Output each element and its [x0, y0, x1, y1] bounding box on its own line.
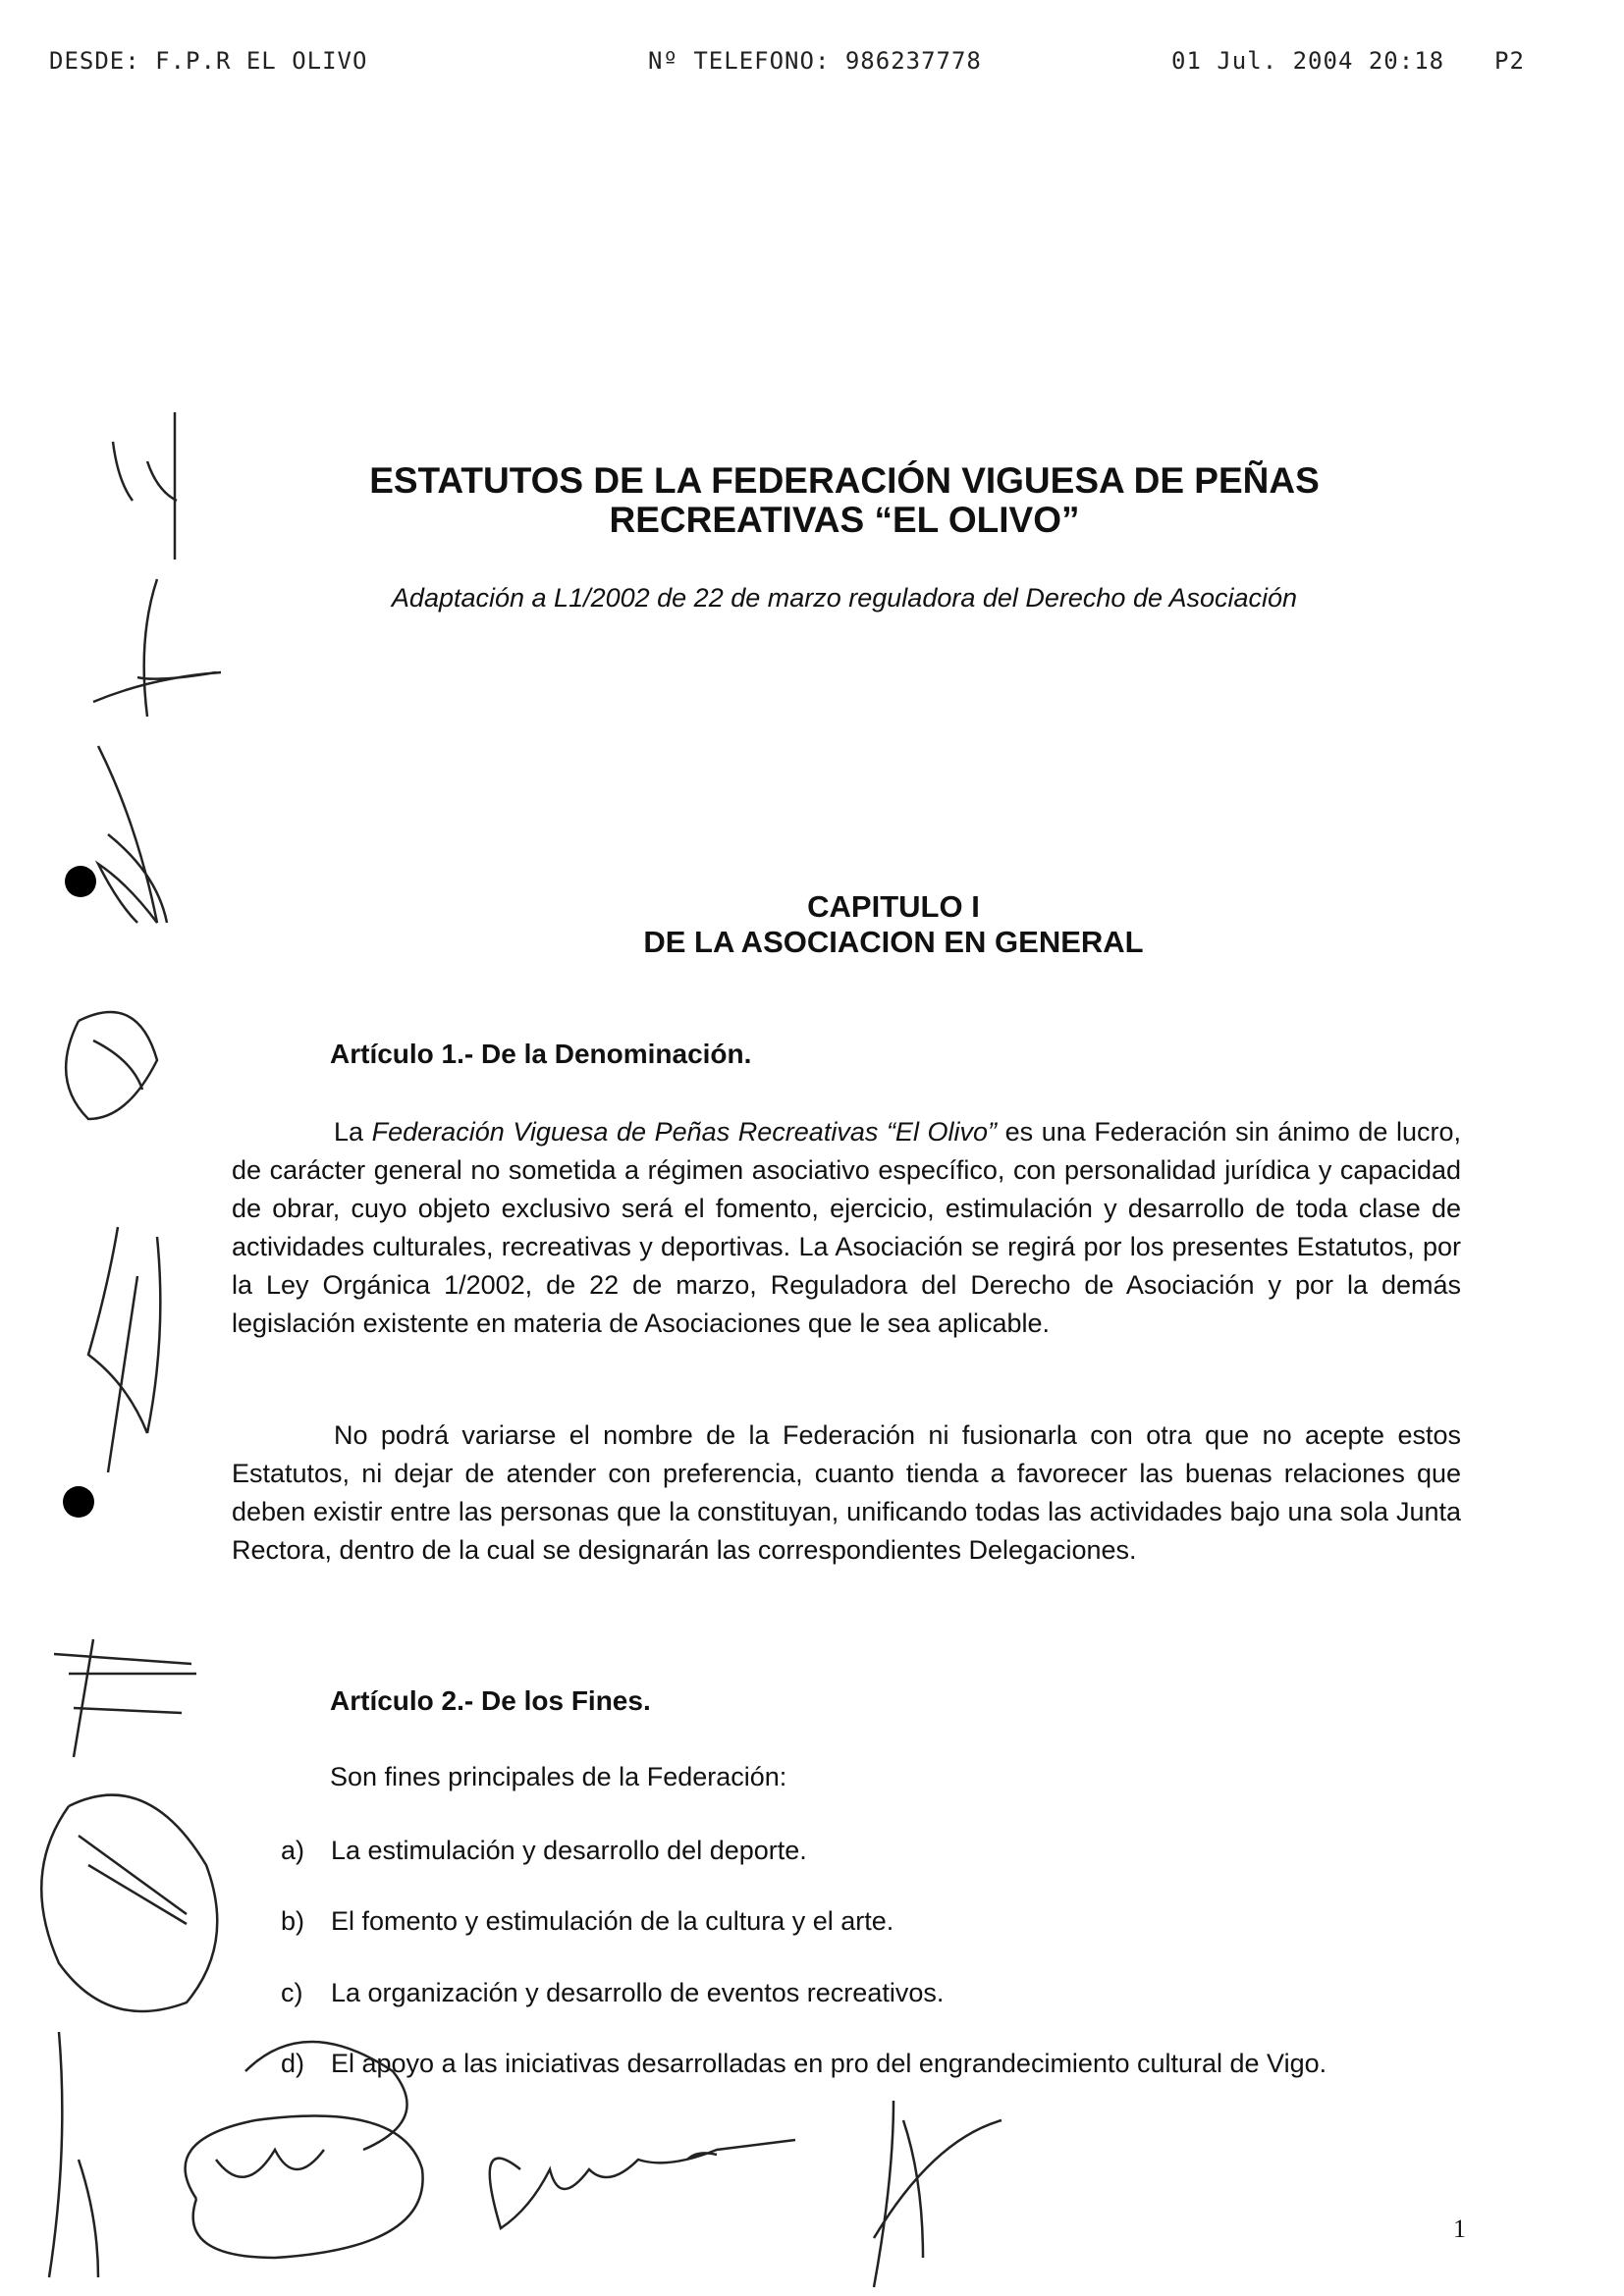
- document-subtitle: Adaptación a L1/2002 de 22 de marzo reguladora del Derecho de Asociación: [391, 583, 1298, 613]
- article-2-heading: Artículo 2.- De los Fines.: [330, 1685, 651, 1716]
- item-text: La estimulación y desarrollo del deporte.: [331, 1836, 807, 1865]
- signature-mark: [113, 412, 177, 560]
- article-1-heading: Artículo 1.- De la Denominación.: [330, 1039, 752, 1069]
- article-2-intro: Son fines principales de la Federación:: [330, 1762, 787, 1791]
- punch-hole: [63, 1486, 94, 1518]
- signature-mark: [66, 1012, 157, 1119]
- p1-rest: es una Federación sin ánimo de lucro, de carácter general no sometida a régimen asociativo específico, con personalidad jurídica y capacidad de obrar, cuyo objeto exclusivo será el fomento, ejercicio, estimulación y desarrollo de toda clase de actividades culturales, recreativas y deportivas. La Asociación se regirá por los presentes Estatutos, por la Ley Orgánica 1/2002, de 22 de marzo, Reguladora del Derecho de Asociación y por la demás legislación existente en materia de Asociaciones que le sea aplicable.: [232, 1117, 1461, 1338]
- signature-mark: [93, 579, 221, 717]
- fax-sender: DESDE: F.P.R EL OLIVO: [49, 47, 368, 75]
- item-label: a): [281, 1836, 305, 1865]
- item-text: El apoyo a las iniciativas desarrolladas en pro del engrandecimiento cultural de Vigo.: [331, 2049, 1327, 2078]
- signature-mark: [41, 1795, 217, 2011]
- chapter-number: CAPITULO I: [807, 889, 980, 924]
- item-label: b): [281, 1906, 305, 1936]
- item-text: La organización y desarrollo de eventos recreativos.: [331, 1978, 945, 2007]
- title-line-2: RECREATIVAS “EL OLIVO”: [609, 500, 1080, 540]
- fax-phone: Nº TELEFONO: 986237778: [648, 47, 982, 75]
- punch-hole: [65, 866, 96, 897]
- p2-text: No podrá variarse el nombre de la Federación ni fusionarla con otra que no acepte estos Estatutos, ni dejar de atender con preferencia, cuanto tienda a favorecer las buenas relaciones que deben existir entre las personas que la constituyan, unificando todas las actividades bajo una sola Junta Rectora, dentro de la cual se designarán las correspondientes Delegaciones.: [232, 1420, 1461, 1565]
- signature-mark: [245, 2042, 407, 2150]
- fax-page: P2: [1494, 47, 1525, 75]
- item-label: d): [281, 2049, 305, 2078]
- item-text: El fomento y estimulación de la cultura y el arte.: [331, 1906, 894, 1936]
- signature-mark: [49, 2032, 98, 2277]
- fax-datetime: 01 Jul. 2004 20:18: [1171, 47, 1445, 75]
- p1-lead: La: [334, 1117, 372, 1147]
- federation-name: Federación Viguesa de Peñas Recreativas “El Olivo”: [371, 1117, 998, 1147]
- signature-mark: [98, 746, 167, 923]
- page-number: 1: [1453, 2215, 1466, 2243]
- signature-mark: [874, 2101, 1001, 2287]
- signature-mark: [88, 1227, 160, 1472]
- signature-mark: [490, 2140, 795, 2228]
- chapter-name: DE LA ASOCIACION EN GENERAL: [643, 925, 1144, 959]
- signature-mark: [54, 1639, 196, 1757]
- title-line-1: ESTATUTOS DE LA FEDERACIÓN VIGUESA DE PEÑAS: [369, 460, 1320, 501]
- item-label: c): [281, 1978, 303, 2007]
